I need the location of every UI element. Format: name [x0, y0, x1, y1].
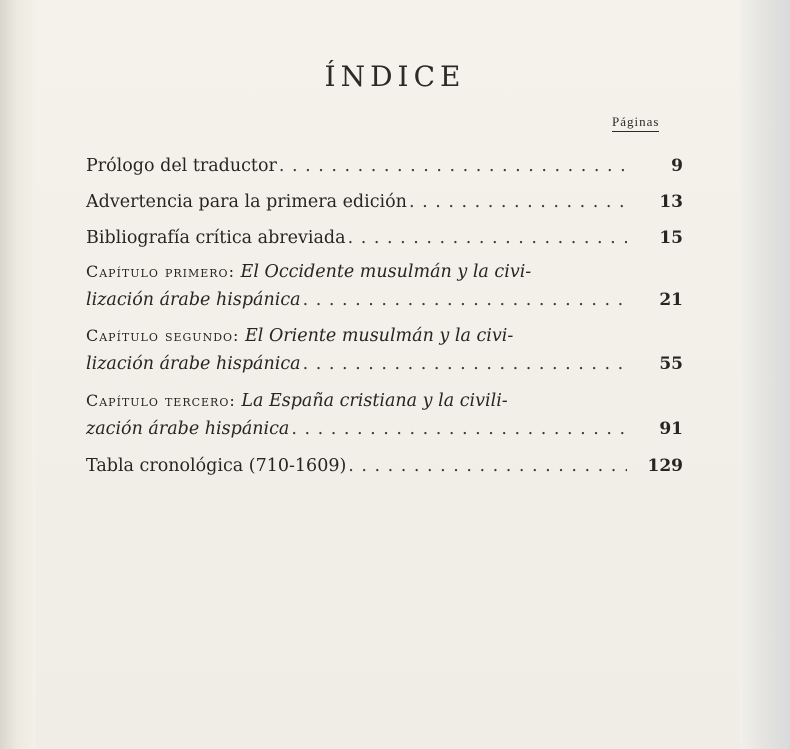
chapter-entry-line2 — [86, 354, 683, 380]
chapter-title-line1: La España cristiana y la civili- — [241, 391, 508, 411]
chapter-entry-line1 — [86, 391, 683, 417]
chapter-label: Capítulo segundo: — [86, 326, 240, 345]
toc-entry — [86, 156, 683, 182]
page-gutter-shadow — [0, 0, 36, 749]
chapter-label: Capítulo tercero: — [86, 391, 236, 410]
chapter-title-line2: lización árabe hispánica — [86, 354, 301, 374]
leader-dots — [277, 156, 627, 176]
chapter-label: Capítulo primero: — [86, 262, 235, 281]
toc-entry-page: 9 — [671, 156, 683, 176]
toc-entry — [86, 192, 683, 218]
leader-dots — [301, 290, 627, 310]
leader-dots — [346, 228, 627, 248]
toc-entry-text: Advertencia para la primera edición — [86, 192, 407, 212]
toc-entry-text: Tabla cronológica (710-1609) — [86, 456, 347, 476]
chapter-title-line2: lización árabe hispánica — [86, 290, 301, 310]
leader-dots — [289, 419, 627, 439]
toc-entry — [86, 228, 683, 254]
chapter-title-line2: zación árabe hispánica — [86, 419, 290, 439]
chapter-title-line1: El Occidente musulmán y la civi- — [240, 262, 532, 282]
toc-entry-page: 21 — [659, 290, 683, 310]
leader-dots — [346, 456, 627, 476]
leader-dots — [301, 354, 627, 374]
chapter-entry-line2 — [86, 290, 683, 316]
toc-entry-text: Bibliografía crítica abreviada — [86, 228, 346, 248]
toc-entry-page: 55 — [659, 354, 683, 374]
toc-entry-page: 13 — [659, 192, 683, 212]
pages-column-header: Páginas — [612, 114, 659, 132]
chapter-entry-line2 — [86, 419, 683, 445]
toc-entry-page: 91 — [659, 419, 683, 439]
toc-entry — [86, 456, 683, 482]
toc-entry-text: Prólogo del traductor — [86, 156, 277, 176]
chapter-entry-line1 — [86, 262, 683, 288]
leader-dots — [407, 192, 627, 212]
chapter-entry-line1 — [86, 326, 683, 352]
toc-entry-page: 15 — [659, 228, 683, 248]
page-title: ÍNDICE — [324, 60, 466, 93]
chapter-title-line1: El Oriente musulmán y la civi- — [245, 326, 514, 346]
page-edge-shadow — [740, 0, 790, 749]
toc-entry-page: 129 — [647, 456, 683, 476]
